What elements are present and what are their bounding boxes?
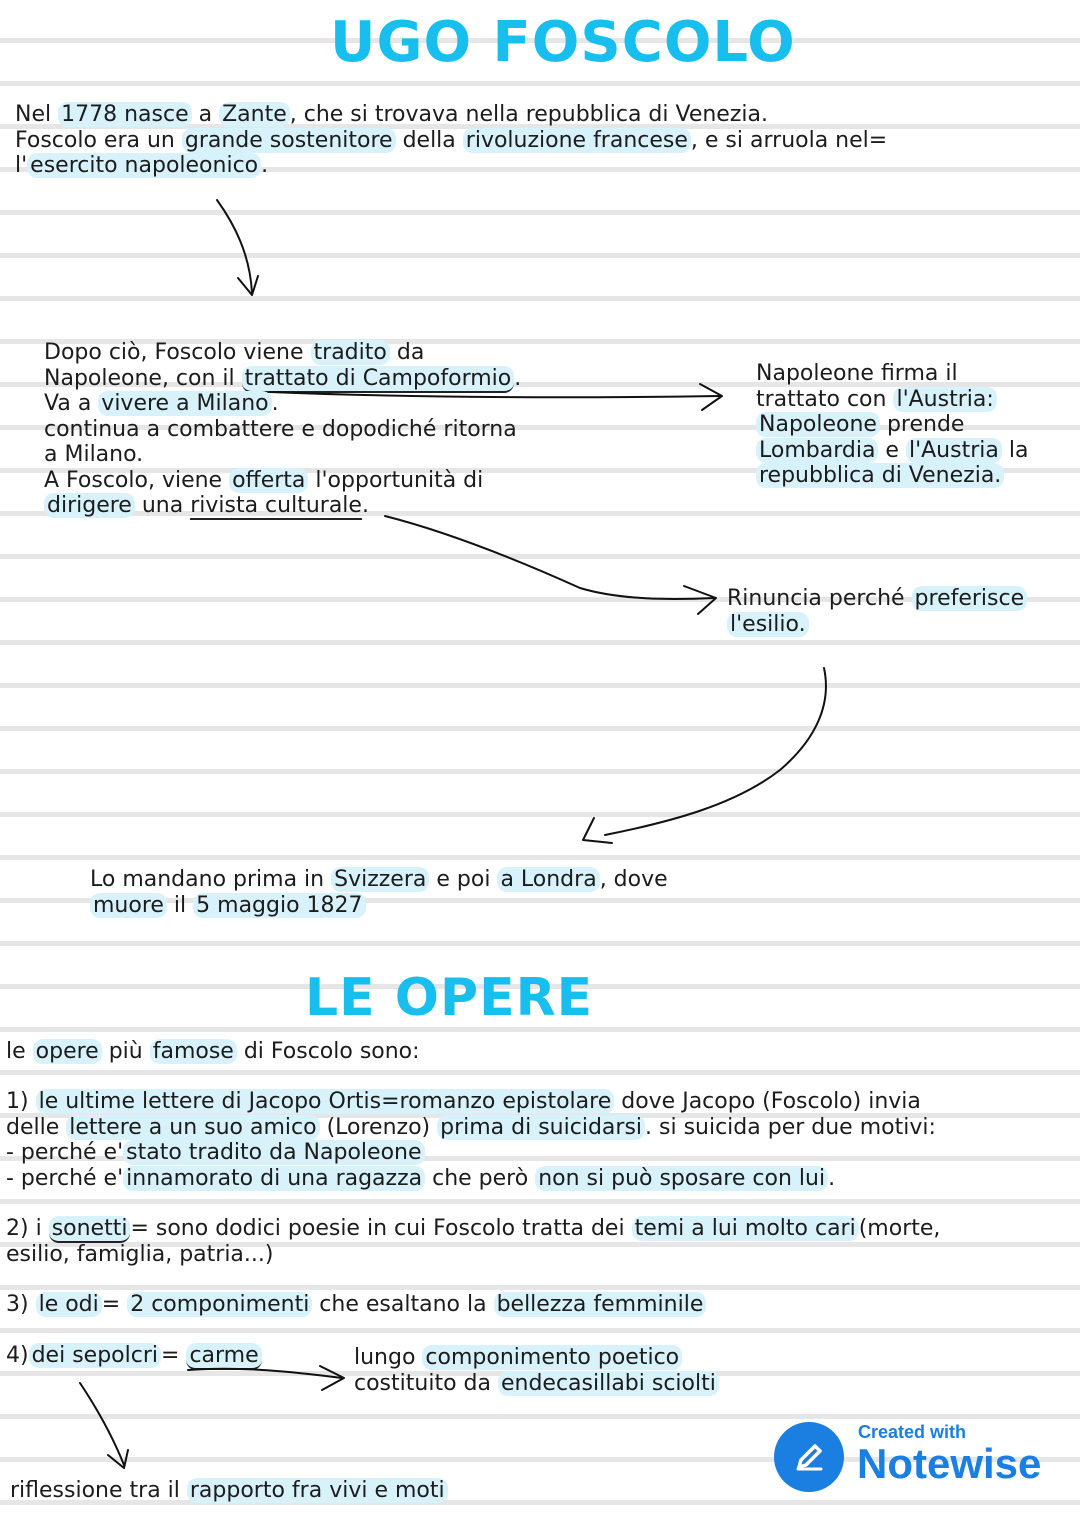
- arrow-intro-down: [217, 200, 258, 295]
- opera-4: 4) dei sepolcri = carme: [6, 1343, 262, 1369]
- trattato-line-2: trattato con l'Austria:: [756, 387, 1028, 413]
- pencil-icon: [774, 1422, 844, 1492]
- opera-2-line-1: 2) i sonetti = sono dodici poesie in cui Foscolo tratta dei temi a lui molto cari (morte,: [6, 1216, 941, 1241]
- trattato-line-4: Lombardia e l'Austria la: [756, 438, 1028, 464]
- rinuncia-line-2: l'esilio.: [727, 612, 1027, 638]
- section-title-opere: LE OPERE: [305, 968, 594, 1028]
- intro-line-1: Nel 1778 nasce a Zante , che si trovava nella repubblica di Venezia.: [15, 102, 768, 127]
- badge-brand-text: Notewise: [857, 1440, 1042, 1487]
- intro-line-2: Foscolo era un grande sostenitore della rivoluzione francese , e si arruola nel=: [15, 127, 888, 153]
- arrow-sepolcri-down: [80, 1383, 128, 1468]
- notewise-badge: [774, 1420, 1054, 1494]
- arrow-esilio-curve: [583, 668, 826, 843]
- opera-1-line-4: - perché e' innamorato di una ragazza che però non si può sposare con lui .: [6, 1165, 836, 1191]
- tradimento-line-1: Dopo ciò, Foscolo viene tradito da: [44, 340, 425, 365]
- trattato-line-1: Napoleone firma il: [756, 361, 958, 386]
- opera-1-line-1: 1) le ultime lettere di Jacopo Ortis=romanzo epistolare dove Jacopo (Foscolo) invia: [6, 1089, 921, 1114]
- rinuncia-line-1: Rinuncia perché preferisce: [727, 586, 1027, 612]
- opera-3: 3) le odi = 2 componimenti che esaltano la bellezza femminile: [6, 1292, 706, 1318]
- badge-created-text: Created with: [858, 1422, 967, 1442]
- tradimento-line-5: a Milano.: [44, 442, 144, 467]
- arrow-rinuncia-right: [385, 516, 716, 614]
- opera-2-line-2: esilio, famiglia, patria...): [6, 1241, 274, 1267]
- tradimento-line-3: Va a vivere a Milano .: [44, 391, 279, 416]
- arrow-trattato-right: [270, 384, 722, 410]
- tradimento-line-2: Napoleone, con il trattato di Campoformio .: [44, 365, 522, 391]
- opere-intro: le opere più famose di Foscolo sono:: [6, 1039, 420, 1064]
- opera-4-definition: lungo componimento poetico costituito da endecasillabi sciolti: [354, 1345, 719, 1396]
- esilio-line-1: Lo mandano prima in Svizzera e poi a Londra , dove: [90, 867, 668, 892]
- opera-1-line-3: - perché e' stato tradito da Napoleone: [6, 1140, 936, 1166]
- opera-1-line-2: delle lettere a un suo amico (Lorenzo) prima di suicidarsi . si suicida per due motivi:: [6, 1114, 936, 1140]
- tradimento-line-4: continua a combattere e dopodiché ritorna: [44, 416, 517, 442]
- trattato-line-5: repubblica di Venezia.: [756, 463, 1028, 489]
- trattato-line-3: Napoleone prende: [756, 412, 1028, 438]
- esilio-line-2: muore il 5 maggio 1827: [90, 893, 668, 919]
- tradimento-line-6: A Foscolo, viene offerta l'opportunità di: [44, 467, 484, 493]
- page-title: UGO FOSCOLO: [330, 10, 796, 75]
- tradimento-line-7: dirigere una rivista culturale.: [44, 493, 521, 519]
- intro-line-3: l' esercito napoleonico .: [15, 153, 269, 178]
- arrow-carme-right: [188, 1366, 344, 1390]
- opera-4-riflessione: riflessione tra il rapporto fra vivi e moti: [10, 1478, 448, 1504]
